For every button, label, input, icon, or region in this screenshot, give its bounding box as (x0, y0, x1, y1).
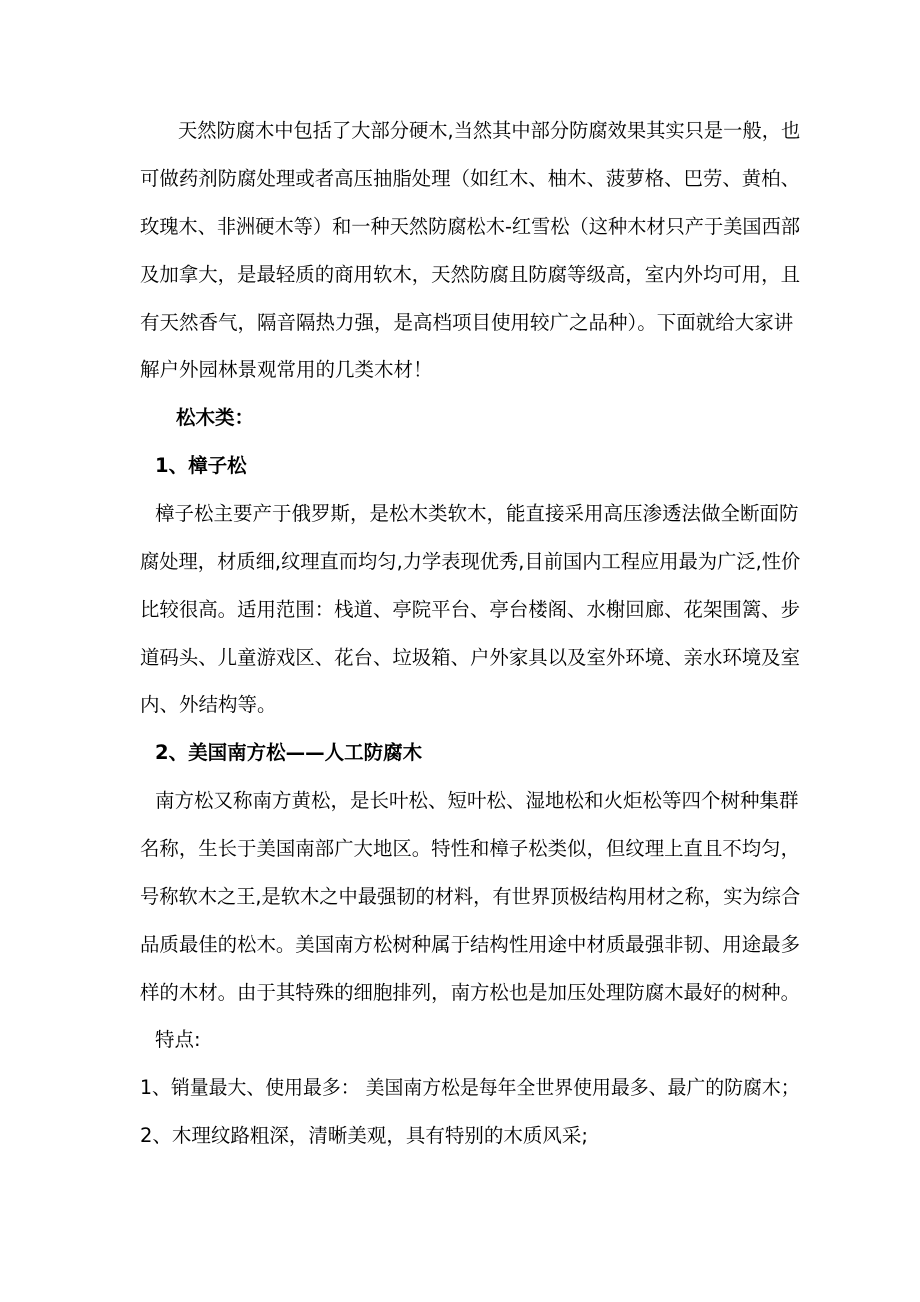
feature-item: 1、销量最大、使用最多： 美国南方松是每年全世界使用最多、最广的防腐木； (140, 1076, 800, 1099)
item2-body-line: 品质最佳的松木。美国南方松树种属于结构性用途中材质最强非韧、用途最多 (140, 933, 801, 956)
feature-item: 2、木理纹路粗深，清晰美观，具有特别的木质风采; (140, 1124, 588, 1147)
item1-body-line: 樟子松主要产于俄罗斯，是松木类软木，能直接采用高压渗透法做全断面防 (155, 502, 799, 525)
item2-body-line: 样的木材。由于其特殊的细胞排列，南方松也是加压处理防腐木最好的树种。 (140, 981, 801, 1004)
item1-body-line: 腐处理，材质细,纹理直而均匀,力学表现优秀,目前国内工程应用最为广泛,性价 (140, 550, 801, 573)
item2-body-line: 号称软木之王,是软木之中最强韧的材料，有世界顶极结构用材之称，实为综合 (140, 885, 801, 908)
section-title: 松木类： (176, 406, 255, 429)
features-title: 特点: (155, 1028, 201, 1051)
intro-line: 有天然香气，隔音隔热力强，是高档项目使用较广之品种）。下面就给大家讲 (140, 311, 794, 334)
intro-line: 解户外园林景观常用的几类木材！ (140, 358, 433, 381)
item1-body-line: 道码头、儿童游戏区、花台、垃圾箱、户外家具以及室外环境、亲水环境及室 (140, 646, 801, 669)
item2-body-line: 南方松又称南方黄松，是长叶松、短叶松、湿地松和火炬松等四个树种集群 (155, 789, 799, 812)
intro-line: 可做药剂防腐处理或者高压抽脂处理（如红木、柚木、菠萝格、巴劳、黄柏、 (140, 167, 801, 190)
item2-body-line: 名称，生长于美国南部广大地区。特性和樟子松类似，但纹理上直且不均匀， (140, 837, 801, 860)
item2-title: 2、美国南方松——人工防腐木 (155, 741, 423, 764)
item1-title: 1、樟子松 (155, 454, 247, 477)
intro-line: 天然防腐木中包括了大部分硬木,当然其中部分防腐效果其实只是一般，也 (178, 119, 801, 142)
item1-body-line: 内、外结构等。 (140, 693, 277, 716)
item1-body-line: 比较很高。适用范围：栈道、亭院平台、亭台楼阁、水榭回廊、花架围篱、步 (140, 598, 801, 621)
intro-line: 及加拿大，是最轻质的商用软木，天然防腐且防腐等级高，室内外均可用，且 (140, 263, 801, 286)
intro-line: 玫瑰木、非洲硬木等）和一种天然防腐松木-红雪松（这种木材只产于美国西部 (140, 215, 801, 238)
